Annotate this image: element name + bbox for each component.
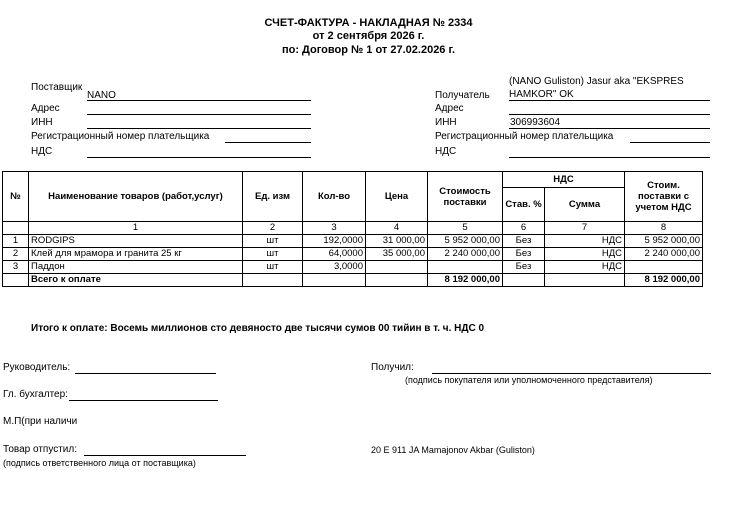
col-number: 2 bbox=[243, 222, 303, 235]
supplier-reg-label: Регистрационный номер плательщика bbox=[31, 131, 210, 142]
recipient-nds-line bbox=[509, 157, 710, 158]
row-name: Клей для мрамора и гранита 25 кг bbox=[29, 248, 243, 261]
row-qty: 192,0000 bbox=[303, 235, 366, 248]
total-blank bbox=[3, 274, 29, 287]
row-unit: шт bbox=[243, 235, 303, 248]
recipient-inn-line bbox=[509, 128, 710, 129]
amount-in-words: Итого к оплате: Восемь миллионов сто девяносто две тысячи сумов 00 тийин в т. ч. НДС 0 bbox=[31, 323, 485, 334]
supplier-label: Поставщик bbox=[31, 82, 83, 93]
row-total: 2 240 000,00 bbox=[625, 248, 703, 261]
row-rate: Без bbox=[503, 248, 545, 261]
col-number: 7 bbox=[545, 222, 625, 235]
recipient-inn-value: 306993604 bbox=[510, 117, 561, 128]
supplier-inn-label: ИНН bbox=[31, 117, 53, 128]
row-total: 5 952 000,00 bbox=[625, 235, 703, 248]
header-unit: Ед. изм bbox=[243, 172, 303, 222]
released-note: (подпись ответственного лица от поставщика) bbox=[3, 458, 196, 468]
header-name: Наименование товаров (работ,услуг) bbox=[29, 172, 243, 222]
recipient-name-underline bbox=[509, 100, 710, 101]
total-row bbox=[3, 274, 703, 287]
invoice-date: от 2 сентября 2026 г. bbox=[312, 30, 425, 42]
row-cost: 5 952 000,00 bbox=[428, 235, 503, 248]
received-sign-line bbox=[432, 373, 711, 374]
row-cost bbox=[428, 261, 503, 274]
row-qty: 64,0000 bbox=[303, 248, 366, 261]
supplier-address-label: Адрес bbox=[31, 103, 60, 114]
total-blank bbox=[503, 274, 545, 287]
supplier-reg-line bbox=[225, 142, 311, 143]
recipient-address-line bbox=[509, 114, 710, 115]
row-cost: 2 240 000,00 bbox=[428, 248, 503, 261]
row-sum: НДС bbox=[545, 235, 625, 248]
row-num: 3 bbox=[3, 261, 29, 274]
col-number: 4 bbox=[366, 222, 428, 235]
table-row bbox=[3, 261, 703, 274]
col-number: 6 bbox=[503, 222, 545, 235]
col-number: 1 bbox=[29, 222, 243, 235]
recipient-reg-line bbox=[630, 142, 710, 143]
recipient-inn-label: ИНН bbox=[435, 117, 457, 128]
agent-info: 20 E 911 JA Mamajonov Akbar (Guliston) bbox=[371, 445, 535, 455]
total-blank bbox=[243, 274, 303, 287]
total-label: Всего к оплате bbox=[29, 274, 243, 287]
row-rate: Без bbox=[503, 235, 545, 248]
invoice-contract: по: Договор № 1 от 27.02.2026 г. bbox=[281, 44, 456, 56]
header-rate: Став. % bbox=[503, 188, 545, 222]
total-with-nds: 8 192 000,00 bbox=[625, 274, 703, 287]
supplier-name: NANO bbox=[87, 90, 116, 101]
supplier-inn-line bbox=[87, 128, 311, 129]
received-note: (подпись покупателя или уполномоченного представителя) bbox=[405, 375, 653, 385]
released-label: Товар отпустил: bbox=[3, 444, 77, 455]
row-price: 35 000,00 bbox=[366, 248, 428, 261]
row-name: Паддон bbox=[29, 261, 243, 274]
row-qty: 3,0000 bbox=[303, 261, 366, 274]
total-blank bbox=[366, 274, 428, 287]
header-sum: Сумма bbox=[545, 188, 625, 222]
row-unit: шт bbox=[243, 248, 303, 261]
supplier-nds-label: НДС bbox=[31, 146, 53, 157]
col-number: 5 bbox=[428, 222, 503, 235]
accountant-label: Гл. бухгалтер: bbox=[3, 389, 68, 400]
header-num: № bbox=[3, 172, 29, 222]
row-sum: НДС bbox=[545, 261, 625, 274]
received-label: Получил: bbox=[371, 362, 414, 373]
director-sign-line bbox=[75, 373, 216, 374]
recipient-address-label: Адрес bbox=[435, 103, 464, 114]
total-blank bbox=[303, 274, 366, 287]
row-unit: шт bbox=[243, 261, 303, 274]
supplier-address-line bbox=[87, 114, 311, 115]
recipient-name-line2: HAMKOR" OK bbox=[509, 89, 574, 100]
recipient-label: Получатель bbox=[435, 90, 490, 101]
director-label: Руководитель: bbox=[3, 362, 71, 373]
recipient-reg-label: Регистрационный номер плательщика bbox=[435, 131, 614, 142]
table-row bbox=[3, 235, 703, 248]
row-price bbox=[366, 261, 428, 274]
row-rate: Без bbox=[503, 261, 545, 274]
total-cost: 8 192 000,00 bbox=[428, 274, 503, 287]
header-cost: Стоимость поставки bbox=[428, 172, 503, 222]
table-row bbox=[3, 248, 703, 261]
header-price: Цена bbox=[366, 172, 428, 222]
supplier-nds-line bbox=[87, 157, 311, 158]
invoice-title: СЧЕТ-ФАКТУРА - НАКЛАДНАЯ № 2334 bbox=[264, 17, 473, 29]
col-number: 8 bbox=[625, 222, 703, 235]
header-total: Стоим. поставки с учетом НДС bbox=[625, 172, 703, 222]
recipient-name-line1: (NANO Guliston) Jasur aka "EKSPRES bbox=[509, 76, 684, 87]
row-price: 31 000,00 bbox=[366, 235, 428, 248]
released-sign-line bbox=[84, 455, 246, 456]
row-sum: НДС bbox=[545, 248, 625, 261]
row-num: 2 bbox=[3, 248, 29, 261]
header-qty: Кол-во bbox=[303, 172, 366, 222]
row-name: RODGIPS bbox=[29, 235, 243, 248]
recipient-nds-label: НДС bbox=[435, 146, 457, 157]
col-number: 3 bbox=[303, 222, 366, 235]
supplier-name-line bbox=[87, 100, 311, 101]
stamp-label: М.П(при наличи bbox=[3, 416, 78, 427]
row-total bbox=[625, 261, 703, 274]
invoice-table bbox=[2, 171, 703, 287]
total-blank bbox=[545, 274, 625, 287]
header-nds: НДС bbox=[503, 172, 625, 188]
accountant-sign-line bbox=[69, 400, 218, 401]
col-number-blank bbox=[3, 222, 29, 235]
row-num: 1 bbox=[3, 235, 29, 248]
